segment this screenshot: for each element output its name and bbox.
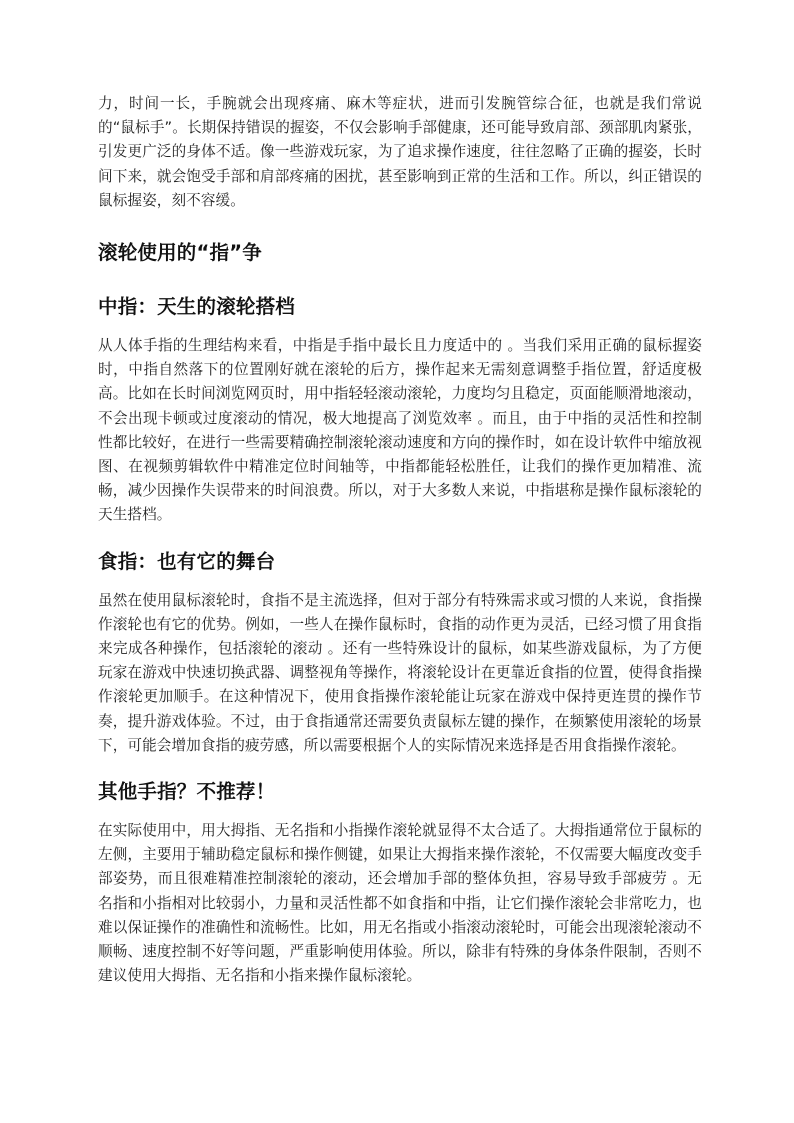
section-paragraph-other-fingers: 在实际使用中，用大拇指、无名指和小指操作滚轮就显得不太合适了。大拇指通常位于鼠标的左侧，主要用于辅助稳定鼠标和操作侧键，如果让大拇指来操作滚轮，不仅需要大幅度改变手部姿势，而且很难精准控制滚轮的滚动，还会增加手部的整体负担，容易导致手部疲劳 。无名指和小指相对比较弱小，力量和灵活性都不如食指和中指，让它们操作滚轮会非常吃力，也难以保证操作的准确性和流畅性。比如，用无名指或小指滚动滚轮时，可能会出现滚轮滚动不顺畅、速度控制不好等问题，严重影响使用体验。所以，除非有特殊的身体条件限制，否则不建议使用大拇指、无名指和小指来操作鼠标滚轮。 (98, 822, 702, 985)
section-heading-other-fingers: 其他手指？不推荐！ (98, 780, 276, 804)
main-heading: 滚轮使用的“指”争 (98, 241, 262, 265)
section-heading-index-finger: 食指：也有它的舞台 (98, 549, 276, 573)
document-page (98, 90, 702, 988)
section-paragraph-index-finger: 虽然在使用鼠标滚轮时，食指不是主流选择，但对于部分有特殊需求或习惯的人来说，食指操作滚轮也有它的优势。例如，一些人在操作鼠标时，食指的动作更为灵活，已经习惯了用食指来完成各种操作，包括滚轮的滚动 。还有一些特殊设计的鼠标，如某些游戏鼠标，为了方便玩家在游戏中快速切换武器、调整视角等操作，将滚轮设计在更靠近食指的位置，使得食指操作滚轮更加顺手。在这种情况下，使用食指操作滚轮能让玩家在游戏中保持更连贯的操作节奏，提升游戏体验。不过，由于食指通常还需要负责鼠标左键的操作，在频繁使用滚轮的场景下，可能会增加食指的疲劳感，所以需要根据个人的实际情况来选择是否用食指操作滚轮。 (98, 591, 702, 754)
section-paragraph-middle-finger: 从人体手指的生理结构来看，中指是手指中最长且力度适中的 。当我们采用正确的鼠标握姿时，中指自然落下的位置刚好就在滚轮的后方，操作起来无需刻意调整手指位置，舒适度极高。比如在长时间浏览网页时，用中指轻轻滚动滚轮，力度均匀且稳定，页面能顺滑地滚动，不会出现卡顿或过度滚动的情况，极大地提高了浏览效率 。而且，由于中指的灵活性和控制性都比较好，在进行一些需要精确控制滚轮滚动速度和方向的操作时，如在设计软件中缩放视图、在视频剪辑软件中精准定位时间轴等，中指都能轻松胜任，让我们的操作更加精准、流畅，减少因操作失误带来的时间浪费。所以，对于大多数人来说，中指堪称是操作鼠标滚轮的天生搭档。 (98, 337, 702, 524)
section-heading-middle-finger: 中指：天生的滚轮搭档 (98, 295, 296, 319)
intro-paragraph: 力，时间一长，手腕就会出现疼痛、麻木等症状，进而引发腕管综合征，也就是我们常说的“鼠标手”。长期保持错误的握姿，不仅会影响手部健康，还可能导致肩部、颈部肌肉紧张，引发更广泛的身体不适。像一些游戏玩家，为了追求操作速度，往往忽略了正确的握姿，长时间下来，就会饱受手部和肩部疼痛的困扰，甚至影响到正常的生活和工作。所以，纠正错误的鼠标握姿，刻不容缓。 (98, 95, 702, 209)
